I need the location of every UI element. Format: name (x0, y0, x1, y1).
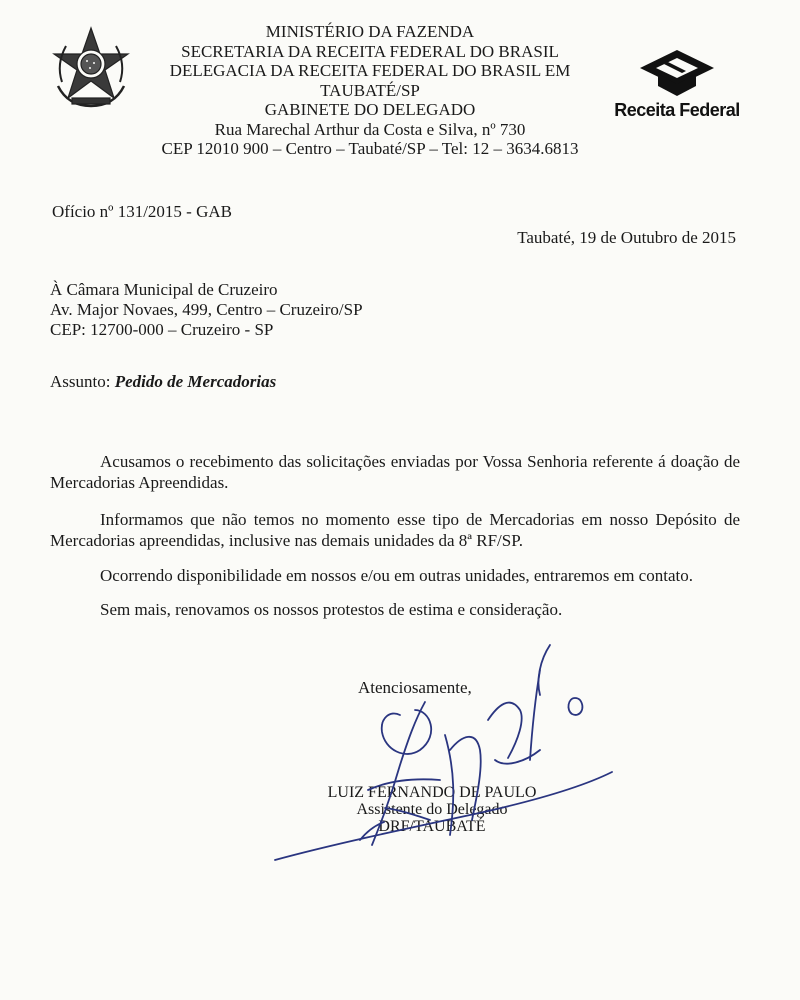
signatory-unit: DRF/TAUBATÉ (378, 818, 486, 835)
recipient-address: Av. Major Novaes, 499, Centro – Cruzeiro/SP (50, 300, 363, 319)
city-line: TAUBATÉ/SP (320, 80, 420, 100)
letterhead (150, 22, 590, 159)
receita-federal-logo (604, 48, 750, 128)
address-line: Rua Marechal Arthur da Costa e Silva, nº 730 (214, 119, 526, 139)
receita-federal-logo-icon (638, 48, 716, 98)
signatory-name: LUIZ FERNANDO DE PAULO (327, 784, 537, 801)
ministry-line: MINISTÉRIO DA FAZENDA (265, 22, 475, 41)
contact-line: CEP 12010 900 – Centro – Taubaté/SP – Tel: 12 – 3634.6813 (161, 139, 579, 158)
letter-date: Taubaté, 19 de Outubro de 2015 (517, 228, 736, 247)
subject-line (50, 372, 276, 392)
office-line: GABINETE DO DELEGADO (264, 100, 476, 119)
secretariat-line: SECRETARIA DA RECEITA FEDERAL DO BRASIL (181, 41, 559, 61)
closing: Atenciosamente, (358, 678, 472, 697)
subject-text: Pedido de Mercadorias (114, 372, 277, 391)
signature-block (282, 784, 582, 835)
delegacy-line: DELEGACIA DA RECEITA FEDERAL DO BRASIL EM (169, 61, 571, 80)
letter-reference: Ofício nº 131/2015 - GAB (52, 202, 232, 221)
signatory-title: Assistente do Delegado (356, 801, 508, 818)
brazil-coat-of-arms-icon (48, 24, 134, 110)
subject-label: Assunto: (50, 372, 111, 391)
body-paragraph-2: Informamos que não temos no momento esse tipo de Mercadorias em nosso Depósito de Mercadorias apreendidas, inclusive nas demais unidades da 8ª RF/SP. (50, 510, 740, 550)
handwritten-signature (240, 640, 620, 870)
recipient-name: À Câmara Municipal de Cruzeiro (50, 280, 278, 299)
logo-text: Receita Federal (614, 100, 740, 120)
body-paragraph-3: Ocorrendo disponibilidade em nossos e/ou em outras unidades, entraremos em contato. (100, 566, 693, 585)
body-paragraph-4: Sem mais, renovamos os nossos protestos de estima e consideração. (100, 600, 563, 619)
recipient-block (50, 280, 363, 340)
recipient-cep: CEP: 12700-000 – Cruzeiro - SP (50, 320, 274, 339)
body-paragraph-1: Acusamos o recebimento das solicitações enviadas por Vossa Senhoria referente á doação de Mercadorias Apreendidas. (50, 452, 740, 492)
